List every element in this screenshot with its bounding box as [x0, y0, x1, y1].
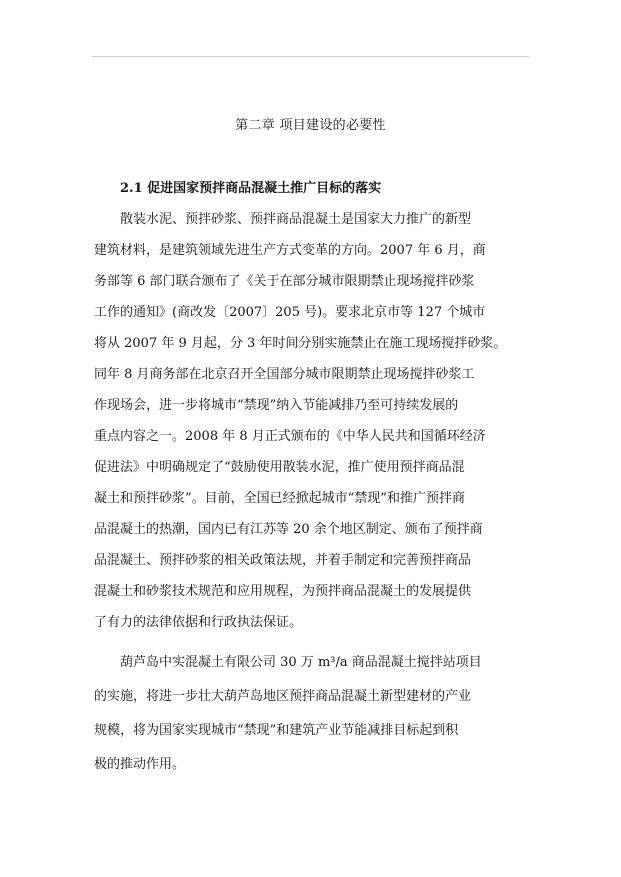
- paragraph-line: 葫芦岛中实混凝土有限公司 30 万 m³/a 商品混凝土搅拌站项目: [120, 655, 482, 670]
- paragraph-line: 务部等 6 部门联合颁布了《关于在部分城市限期禁止现场搅拌砂浆: [94, 274, 475, 289]
- paragraph-line: 品混凝土、预拌砂浆的相关政策法规，并着手制定和完善预拌商品: [94, 553, 472, 568]
- header-rule: [92, 56, 529, 57]
- paragraph-line: 同年 8 月商务部在北京召开全国部分城市限期禁止现场搅拌砂浆工: [94, 367, 475, 382]
- paragraph-line: 规模，将为国家实现城市“禁现”和建筑产业节能减排目标起到积: [94, 723, 459, 738]
- paragraph-line: 的实施，将进一步壮大葫芦岛地区预拌商品混凝土新型建材的产业: [94, 689, 472, 704]
- paragraph-line: 重点内容之一。2008 年 8 月正式颁布的《中华人民共和国循环经济: [94, 429, 486, 444]
- paragraph-line: 建筑材料，是建筑领域先进生产方式变革的方向。2007 年 6 月，商: [94, 243, 486, 258]
- paragraph-line: 混凝土和砂浆技术规范和应用规程，为预拌商品混凝土的发展提供: [94, 584, 472, 599]
- paragraph-line: 促进法》中明确规定了“鼓励使用散装水泥，推广使用预拌商品混: [94, 460, 465, 475]
- paragraph-line: 散装水泥、预拌砂浆、预拌商品混凝土是国家大力推广的新型: [120, 212, 472, 227]
- section-heading: 2.1 促进国家预拌商品混凝土推广目标的落实: [120, 181, 382, 196]
- paragraph-line: 极的推动作用。: [94, 757, 186, 772]
- paragraph-line: 凝土和预拌砂浆”。目前，全国已经掀起城市“禁现”和推广预拌商: [94, 491, 465, 506]
- paragraph-line: 作现场会，进一步将城市“禁现”纳入节能减排乃至可持续发展的: [94, 398, 459, 413]
- paragraph-line: 品混凝土的热潮，国内已有江苏等 20 余个地区制定、颁布了预拌商: [94, 522, 483, 537]
- paragraph-line: 将从 2007 年 9 月起，分 3 年时间分别实施禁止在施工现场搅拌砂浆。: [94, 336, 507, 351]
- paragraph-line: 工作的通知》(商改发〔2007〕205 号)。要求北京市等 127 个城市: [94, 305, 486, 320]
- paragraph-line: 了有力的法律依据和行政执法保证。: [94, 615, 303, 630]
- chapter-title: 第二章 项目建设的必要性: [235, 118, 386, 133]
